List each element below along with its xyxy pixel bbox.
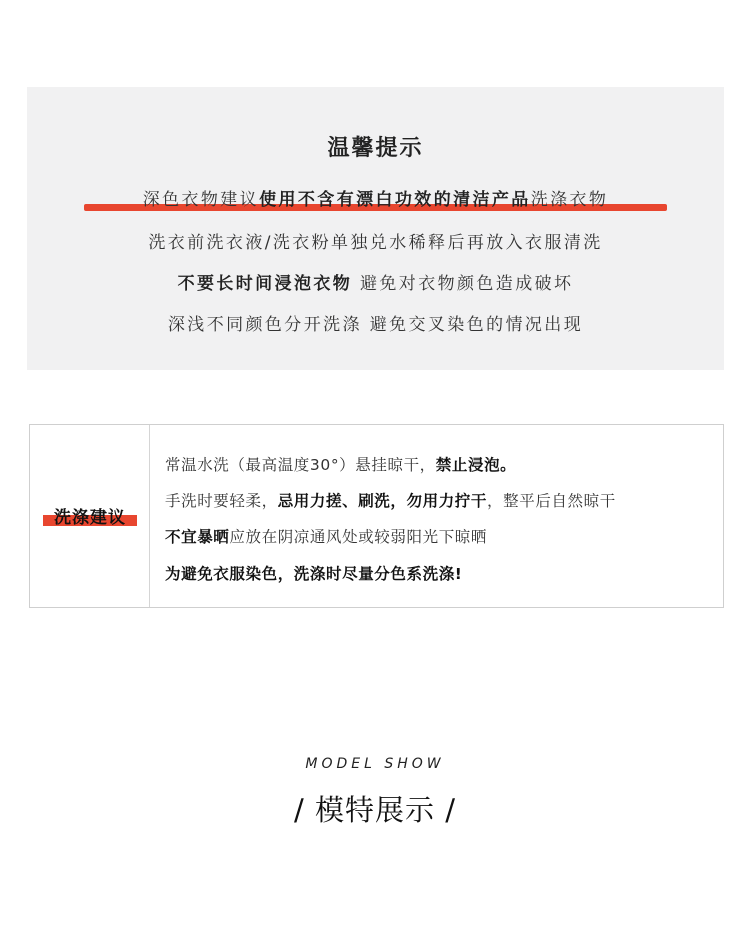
tips-line-2: 洗衣前洗衣液/洗衣粉单独兑水稀释后再放入衣服清洗 — [148, 233, 603, 253]
wash-line-3-bold: 不宜暴晒 — [165, 528, 230, 546]
model-show-heading-cn: / 模特展示 / — [294, 793, 456, 827]
model-show-heading-en: MODEL SHOW — [305, 756, 445, 772]
wash-line-3 — [165, 525, 487, 547]
wash-line-1-normal: 常温水洗（最高温度30°）悬挂晾干， — [165, 456, 436, 474]
tips-title: 温馨提示 — [327, 136, 424, 161]
wash-line-3-normal: 应放在阴凉通风处或较弱阳光下晾晒 — [229, 528, 488, 546]
wash-advice-table — [29, 424, 724, 608]
wash-line-2-normal-end: ，整平后自然晾干 — [487, 492, 616, 510]
wash-line-2 — [165, 489, 616, 511]
wash-line-1 — [165, 453, 516, 475]
tips-line-3-normal: 避免对衣物颜色造成破坏 — [352, 274, 574, 294]
tips-line-1-normal-end: 洗涤衣物 — [530, 190, 609, 210]
tips-line-3 — [27, 269, 724, 294]
wash-divider — [149, 425, 150, 607]
tips-line-3-bold: 不要长时间浸泡衣物 — [177, 274, 353, 294]
tips-line-1-normal-start: 深色衣物建议 — [142, 190, 260, 210]
wash-line-2-normal-start: 手洗时要轻柔， — [165, 492, 278, 510]
tips-line-1 — [27, 185, 724, 210]
wash-line-4 — [165, 562, 462, 584]
wash-label-cell — [43, 503, 137, 529]
warm-tips-panel — [27, 87, 724, 370]
wash-line-1-bold: 禁止浸泡。 — [435, 456, 517, 474]
tips-line-1-bold: 使用不含有漂白功效的清洁产品 — [259, 190, 531, 210]
wash-label: 洗涤建议 — [54, 508, 126, 528]
tips-line-4: 深浅不同颜色分开洗涤 避免交叉染色的情况出现 — [167, 315, 584, 335]
wash-line-2-bold: 忌用力搓、刷洗，勿用力拧干 — [277, 492, 488, 510]
wash-line-4-bold: 为避免衣服染色，洗涤时尽量分色系洗涤! — [165, 565, 463, 583]
